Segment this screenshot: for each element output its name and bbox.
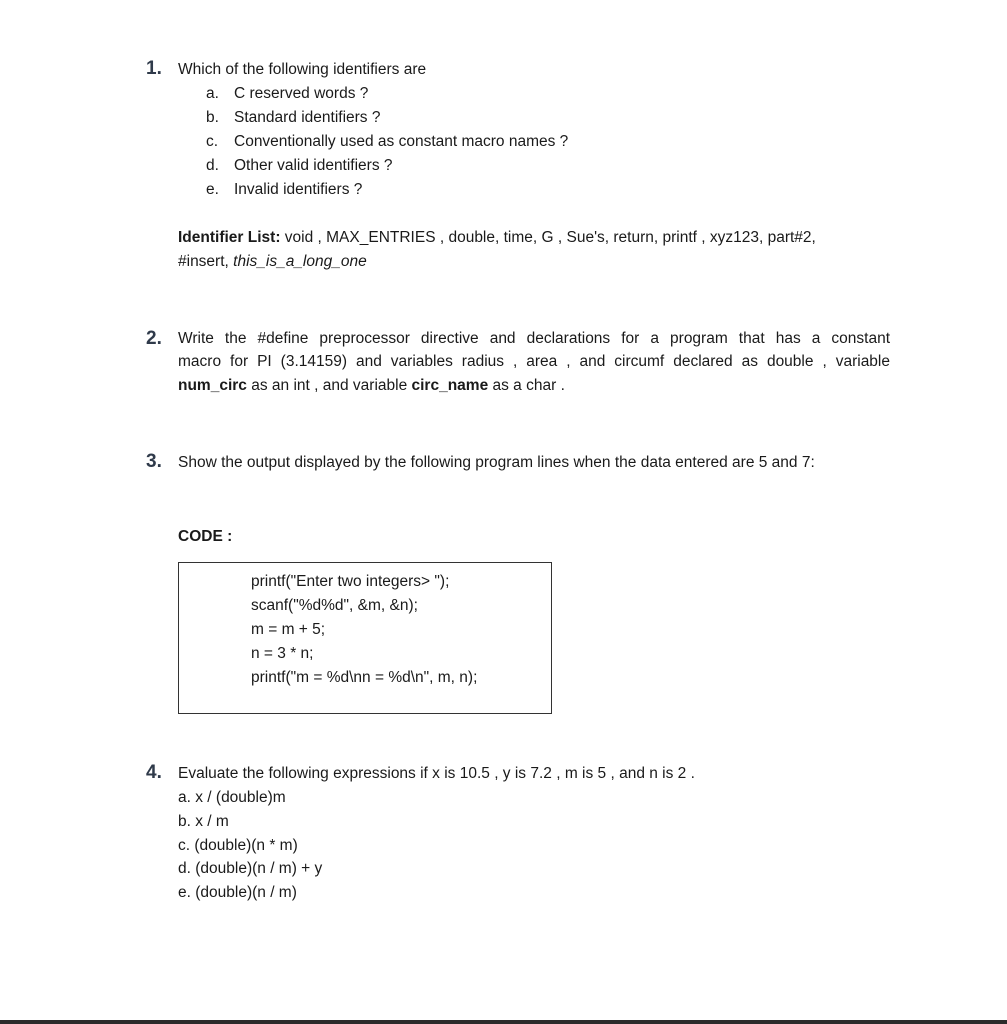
question-2-line-2: macro for PI (3.14159) and variables radius , area , and circumf declared as double , variable [178, 353, 890, 370]
question-1-option-e [206, 180, 362, 200]
question-2-line-3-mid: as an int , and variable [246, 377, 412, 394]
identifier-list-italic-item: this_is_a_long_one [233, 253, 367, 270]
identifier-list-items: void , MAX_ENTRIES , double, time, G , Sue's, return, printf , xyz123, part#2, [284, 229, 816, 246]
identifier-list-line-2 [178, 252, 367, 272]
option-text: Conventionally used as constant macro names ? [234, 133, 569, 150]
question-4-prompt: Evaluate the following expressions if x is 10.5 , y is 7.2 , m is 5 , and n is 2 . [178, 765, 695, 782]
question-1-number: 1. [146, 58, 162, 79]
question-1-option-a [206, 84, 368, 104]
option-label: c. [206, 133, 219, 150]
question-4-number: 4. [146, 762, 162, 783]
code-label: CODE : [178, 528, 233, 545]
question-1-prompt: Which of the following identifiers are [178, 61, 427, 78]
code-line: printf("Enter two integers> "); [251, 573, 450, 590]
code-line: n = 3 * n; [251, 645, 314, 662]
question-4-item-c: c. (double)(n * m) [178, 837, 298, 854]
var-num-circ: num_circ [178, 377, 247, 394]
code-line: m = m + 5; [251, 621, 326, 638]
identifier-list-label: Identifier List: [178, 229, 281, 246]
var-circ-name: circ_name [411, 377, 489, 394]
option-text: Other valid identifiers ? [234, 157, 393, 174]
question-2-line-3 [178, 376, 565, 396]
option-text: Invalid identifiers ? [234, 181, 363, 198]
question-1-option-b [206, 108, 380, 128]
question-1-option-c [206, 132, 568, 152]
question-4-item-d: d. (double)(n / m) + y [178, 860, 323, 877]
option-label: d. [206, 157, 219, 174]
option-label: e. [206, 181, 219, 198]
identifier-list-items-cont: #insert, [178, 253, 234, 270]
question-2-line-1: Write the #define preprocessor directive and declarations for a program that has a constant [178, 330, 890, 347]
question-4-item-b: b. x / m [178, 813, 229, 830]
bottom-divider [0, 1020, 1007, 1024]
question-2-line-3-end: as a char . [488, 377, 565, 394]
option-text: Standard identifiers ? [234, 109, 381, 126]
code-line: printf("m = %d\nn = %d\n", m, n); [251, 669, 478, 686]
option-label: a. [206, 85, 219, 102]
question-3-number: 3. [146, 451, 162, 472]
option-label: b. [206, 109, 219, 126]
question-4-item-e: e. (double)(n / m) [178, 884, 297, 901]
code-box [178, 562, 552, 714]
option-text: C reserved words ? [234, 85, 369, 102]
question-1-option-d [206, 156, 393, 176]
question-4-item-a: a. x / (double)m [178, 789, 286, 806]
code-line: scanf("%d%d", &m, &n); [251, 597, 418, 614]
question-3-prompt: Show the output displayed by the following program lines when the data entered are 5 and 7: [178, 454, 815, 471]
question-2-number: 2. [146, 328, 162, 349]
identifier-list-line-1 [178, 228, 816, 248]
